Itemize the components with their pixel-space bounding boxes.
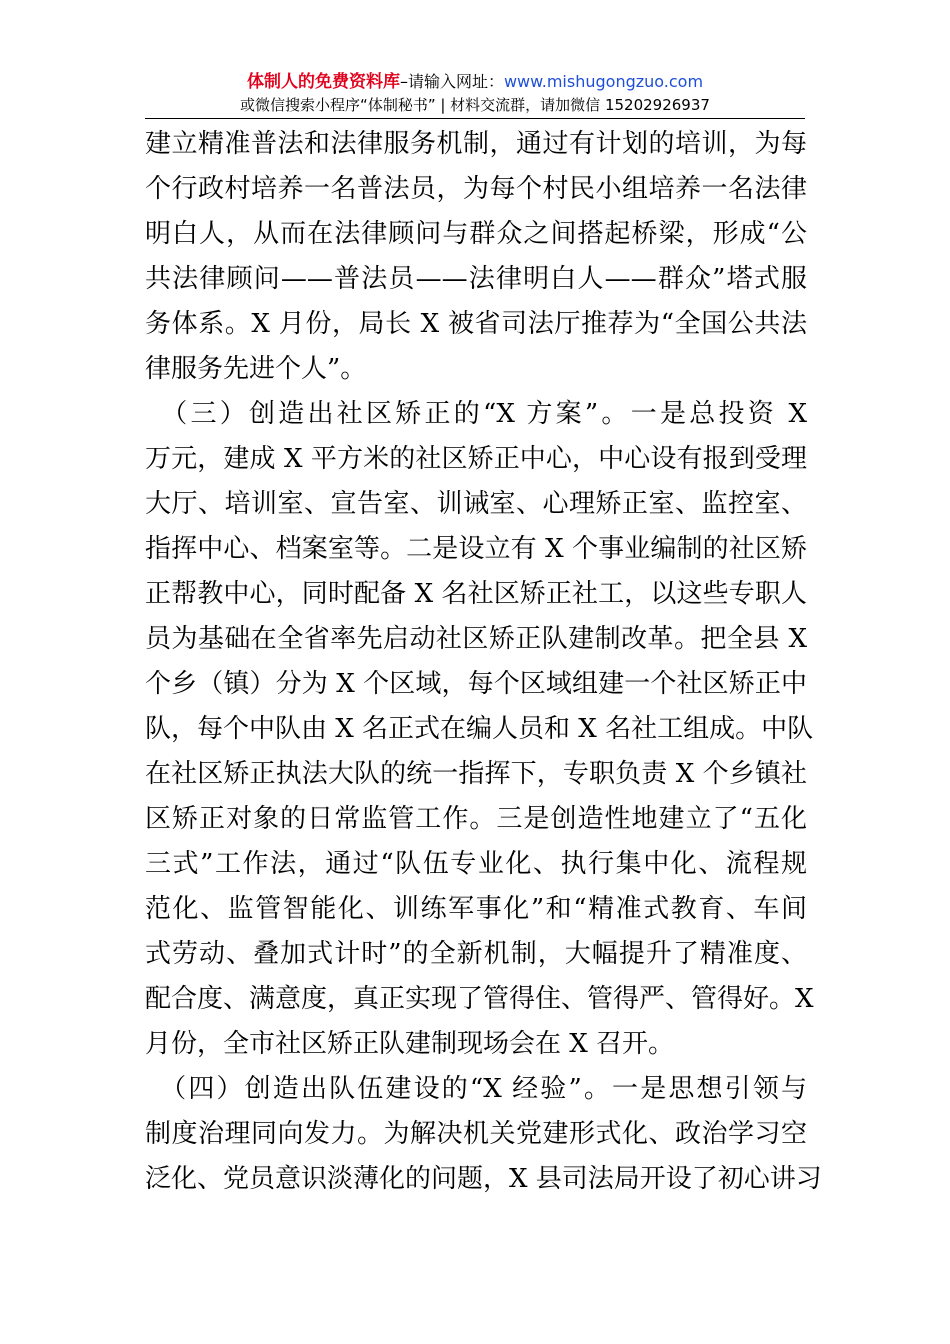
- text-line: 配合度、满意度，真正实现了管得住、管得严、管得好。X: [145, 984, 814, 1014]
- text-line: 万元，建成 X 平方米的社区矫正中心，中心设有报到受理: [145, 444, 807, 474]
- header-line-1: [145, 70, 805, 94]
- text-line: 建立精准普法和法律服务机制，通过有计划的培训，为每: [145, 129, 807, 159]
- brand-title: 体制人的免费资料库: [246, 72, 400, 92]
- text-line: 个行政村培养一名普法员，为每个村民小组培养一名法律: [145, 174, 807, 204]
- text-line: 明白人，从而在法律顾问与群众之间搭起桥梁，形成“公: [145, 219, 807, 249]
- url-hint: –请输入网址：: [399, 72, 504, 91]
- text-line: 队，每个中队由 X 名正式在编人员和 X 名社工组成。中队: [145, 714, 814, 744]
- text-line: 式劳动、叠加式计时”的全新机制，大幅提升了精准度、: [145, 939, 807, 969]
- text-line: 律服务先进个人”。: [145, 354, 367, 384]
- text-line: 月份，全市社区矫正队建制现场会在 X 召开。: [145, 1029, 675, 1059]
- text-line: 正帮教中心，同时配备 X 名社区矫正社工，以这些专职人: [145, 579, 807, 609]
- body-text: [145, 122, 822, 1202]
- text-line: 共法律顾问——普法员——法律明白人——群众”塔式服: [145, 264, 807, 294]
- text-line: 在社区矫正执法大队的统一指挥下，专职负责 X 个乡镇社: [145, 759, 807, 789]
- text-line: 员为基础在全省率先启动社区矫正队建制改革。把全县 X: [145, 624, 807, 654]
- text-line: 泛化、党员意识淡薄化的问题，X 县司法局开设了初心讲习: [145, 1164, 822, 1194]
- text-line: 范化、监管智能化、训练军事化”和“精准式教育、车间: [145, 894, 807, 924]
- text-line: 大厅、培训室、宣告室、训诫室、心理矫正室、监控室、: [145, 489, 807, 519]
- header-divider: [145, 118, 805, 119]
- text-line: 区矫正对象的日常监管工作。三是创造性地建立了“五化: [145, 804, 807, 834]
- text-line: 务体系。X 月份，局长 X 被省司法厅推荐为“全国公共法: [145, 309, 807, 339]
- text-line: 制度治理同向发力。为解决机关党建形式化、政治学习空: [145, 1119, 807, 1149]
- text-line: 指挥中心、档案室等。二是设立有 X 个事业编制的社区矫: [145, 534, 807, 564]
- website-link[interactable]: www.mishugongzuo.com: [503, 72, 704, 91]
- text-line: （三）创造出社区矫正的“X 方案”。一是总投资 X: [145, 399, 807, 429]
- text-line: 个乡（镇）分为 X 个区域，每个区域组建一个社区矫正中: [145, 669, 807, 699]
- header-line-2: 或微信搜索小程序“体制秘书” | 材料交流群，请加微信 15202926937: [240, 96, 710, 114]
- text-line: （四）创造出队伍建设的“X 经验”。一是思想引领与: [145, 1074, 807, 1104]
- text-line: 三式”工作法，通过“队伍专业化、执行集中化、流程规: [145, 849, 807, 879]
- page-header: [145, 70, 805, 116]
